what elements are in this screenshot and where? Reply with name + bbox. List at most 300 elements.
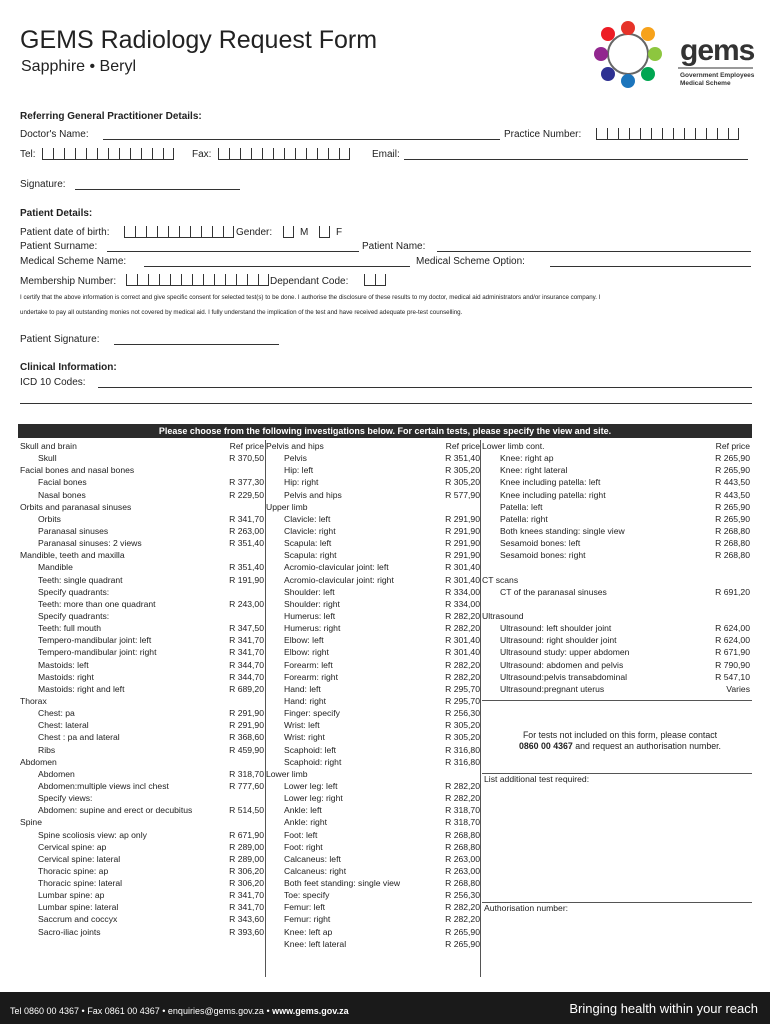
investigation-name: Pelvis	[284, 453, 307, 464]
investigation-price: R 291,90	[229, 720, 264, 731]
investigation-name: Pelvis and hips	[266, 441, 324, 451]
surname-label: Patient Surname:	[20, 241, 98, 252]
investigation-row[interactable]	[482, 586, 750, 598]
investigation-price: R 263,00	[445, 865, 480, 876]
investigation-name: Femur: left	[284, 902, 326, 913]
investigation-row[interactable]	[20, 744, 264, 756]
investigation-name: Saccrum and coccyx	[38, 914, 118, 925]
investigation-row[interactable]	[20, 525, 264, 537]
investigation-price: R 265,90	[715, 513, 750, 524]
investigation-name: Facial bones	[38, 477, 87, 488]
scheme-name-label: Medical Scheme Name:	[20, 256, 127, 267]
investigation-name: Abdomen: supine and erect or decubitus	[38, 805, 193, 816]
investigation-row[interactable]	[266, 525, 480, 537]
doctor-name-label: Doctor's Name:	[20, 129, 89, 140]
investigation-name: Paranasal sinuses: 2 views	[38, 538, 142, 549]
investigation-row[interactable]	[266, 537, 480, 549]
investigation-row[interactable]	[20, 646, 264, 658]
investigation-name: Tempero-mandibular joint: right	[38, 647, 157, 658]
investigation-name: Teeth: single quadrant	[38, 574, 123, 585]
tel-field[interactable]	[42, 148, 174, 160]
investigation-price: R 316,80	[445, 744, 480, 755]
investigation-price: R 282,20	[445, 610, 480, 621]
investigation-price: R 459,90	[229, 744, 264, 755]
investigation-name: Ankle: right	[284, 817, 327, 828]
investigation-row[interactable]	[20, 926, 264, 938]
investigation-price: R 306,20	[229, 865, 264, 876]
investigation-row[interactable]	[482, 598, 750, 610]
investigation-row[interactable]	[266, 683, 480, 695]
investigation-price: R 341,70	[229, 902, 264, 913]
investigation-name: Orbits	[38, 513, 61, 524]
dob-field[interactable]	[124, 226, 234, 238]
footer-website-link[interactable]: www.gems.gov.za	[272, 1006, 349, 1016]
investigation-row[interactable]	[20, 683, 264, 695]
investigation-row[interactable]	[20, 889, 264, 901]
dob-label: Patient date of birth:	[20, 227, 110, 238]
investigation-price: R 301,40	[445, 574, 480, 585]
investigation-price: R 291,90	[445, 525, 480, 536]
investigation-name: Acromio-clavicular joint: left	[284, 562, 389, 573]
investigation-name: Hand: left	[284, 683, 321, 694]
authorisation-label: Authorisation number:	[484, 903, 569, 913]
investigation-row[interactable]	[266, 816, 480, 828]
investigation-row[interactable]	[482, 634, 750, 646]
investigation-row[interactable]	[266, 926, 480, 938]
footer	[0, 992, 770, 1024]
gender-m-box[interactable]	[283, 226, 294, 238]
investigation-row[interactable]	[20, 561, 264, 573]
investigation-price: R 289,00	[229, 841, 264, 852]
investigation-row[interactable]	[266, 622, 480, 634]
investigation-price: R 341,70	[229, 890, 264, 901]
investigation-price: R 282,20	[445, 623, 480, 634]
investigation-row[interactable]	[266, 938, 480, 950]
investigation-name: Chest: lateral	[38, 720, 89, 731]
investigation-row[interactable]	[266, 731, 480, 743]
investigation-price: R 368,60	[229, 732, 264, 743]
icd-field-line-2[interactable]	[20, 403, 752, 404]
form-title: GEMS Radiology Request Form	[20, 26, 378, 54]
investigation-row[interactable]	[266, 865, 480, 877]
investigation-price: R 334,00	[445, 598, 480, 609]
investigation-name: Lumbar spine: ap	[38, 890, 105, 901]
investigation-name: Lower leg: left	[284, 780, 338, 791]
investigation-name: Chest: pa	[38, 708, 75, 719]
investigation-price: R 370,50	[229, 453, 264, 464]
scheme-option-label: Medical Scheme Option:	[416, 256, 525, 267]
investigation-name	[482, 598, 500, 610]
investigation-price: R 265,90	[715, 501, 750, 512]
investigation-row[interactable]	[20, 586, 264, 598]
investigation-row[interactable]	[266, 646, 480, 658]
investigation-row[interactable]	[20, 622, 264, 634]
investigation-name: Skull	[38, 453, 57, 464]
investigation-row[interactable]	[482, 549, 750, 561]
investigation-row[interactable]	[20, 913, 264, 925]
investigation-price: R 268,80	[445, 841, 480, 852]
investigation-price: R 624,00	[715, 635, 750, 646]
investigation-name: Cervical spine: ap	[38, 841, 107, 852]
investigation-row[interactable]	[20, 804, 264, 816]
investigation-name: Teeth: full mouth	[38, 623, 102, 634]
investigation-row[interactable]	[266, 671, 480, 683]
investigation-price: R 351,40	[445, 453, 480, 464]
investigation-name: Shoulder: left	[284, 586, 335, 597]
membership-field[interactable]	[126, 274, 269, 286]
investigation-name: Ribs	[38, 744, 56, 755]
investigation-row[interactable]	[482, 659, 750, 671]
investigation-price: R 265,90	[715, 465, 750, 476]
gender-f-label: F	[336, 227, 343, 238]
investigation-name: Knee: right ap	[500, 453, 554, 464]
investigation-price: R 443,50	[715, 477, 750, 488]
investigation-price: R 291,90	[445, 550, 480, 561]
scheme-name-field[interactable]	[144, 266, 410, 267]
investigation-price: R 318,70	[445, 817, 480, 828]
tel-label: Tel:	[20, 149, 36, 160]
investigations-banner: Please choose from the following investigations below. For certain tests, please specify the view and site.	[18, 424, 752, 438]
investigation-row[interactable]	[482, 683, 750, 695]
investigation-name: Ultrasound: abdomen and pelvis	[500, 659, 624, 670]
investigation-price: R 341,70	[229, 513, 264, 524]
investigation-row[interactable]	[266, 598, 480, 610]
investigation-name: Humerus: right	[284, 623, 341, 634]
investigation-price: R 301,40	[445, 562, 480, 573]
investigation-row[interactable]	[20, 768, 264, 780]
investigation-row[interactable]	[266, 549, 480, 561]
investigation-price: R 305,20	[445, 477, 480, 488]
investigation-row[interactable]	[266, 464, 480, 476]
investigation-price: R 282,20	[445, 659, 480, 670]
investigation-price: R 291,90	[229, 708, 264, 719]
investigation-price: R 295,70	[445, 683, 480, 694]
investigation-name: Hand: right	[284, 695, 327, 706]
investigation-row[interactable]	[20, 476, 264, 488]
investigation-name: Paranasal sinuses	[38, 525, 109, 536]
investigation-name: Patella: left	[500, 501, 543, 512]
dependant-label: Dependant Code:	[270, 276, 349, 287]
investigation-name: Scaphoid: left	[284, 744, 337, 755]
investigation-name: Abdomen:multiple views incl chest	[38, 780, 169, 791]
investigation-row[interactable]	[482, 561, 750, 573]
section-heading-row	[266, 501, 480, 513]
investigation-name: CT scans	[482, 574, 519, 585]
investigation-row[interactable]	[266, 829, 480, 841]
investigation-row[interactable]	[482, 671, 750, 683]
investigation-name: Thoracic spine: ap	[38, 865, 109, 876]
investigation-row[interactable]	[266, 841, 480, 853]
section-heading-row	[20, 695, 264, 707]
investigation-row[interactable]	[266, 853, 480, 865]
investigation-row[interactable]	[20, 707, 264, 719]
investigation-name: Lower limb	[266, 768, 308, 779]
investigation-name: Cervical spine: lateral	[38, 853, 121, 864]
logo-subtext: Government Employees Medical Scheme	[680, 72, 755, 87]
investigation-name: Facial bones and nasal bones	[20, 465, 135, 476]
investigation-row[interactable]	[20, 452, 264, 464]
gp-signature-label: Signature:	[20, 179, 66, 190]
investigation-price: R 790,90	[715, 659, 750, 670]
investigation-row[interactable]	[266, 610, 480, 622]
investigation-row[interactable]	[266, 792, 480, 804]
investigation-price: R 268,80	[445, 878, 480, 889]
investigation-name: Abdomen	[20, 756, 57, 767]
investigation-name: Lower limb cont.	[482, 441, 545, 451]
investigation-name: Shoulder: right	[284, 598, 340, 609]
investigation-price: R 282,20	[445, 902, 480, 913]
investigation-name: Sesamoid bones: right	[500, 550, 586, 561]
investigation-row[interactable]	[266, 695, 480, 707]
clinical-heading: Clinical Information:	[20, 362, 117, 373]
investigation-row[interactable]	[20, 829, 264, 841]
icd-field[interactable]	[98, 387, 752, 388]
investigation-row[interactable]	[20, 489, 264, 501]
investigation-name: Knee: left lateral	[284, 938, 347, 949]
investigation-name: Nasal bones	[38, 489, 86, 500]
investigation-name: Elbow: left	[284, 635, 324, 646]
investigation-price: R 263,00	[445, 853, 480, 864]
practice-number-field[interactable]	[596, 128, 739, 140]
investigation-price: R 306,20	[229, 878, 264, 889]
investigation-price: R 243,00	[229, 598, 264, 609]
investigation-row[interactable]	[20, 780, 264, 792]
investigation-price: R 671,90	[229, 829, 264, 840]
section-heading-row	[20, 756, 264, 768]
section-heading-row	[20, 440, 264, 452]
investigation-row[interactable]	[266, 780, 480, 792]
investigation-name	[482, 561, 500, 573]
investigation-name: Wrist: right	[284, 732, 325, 743]
contact-note: For tests not included on this form, please contact 0860 00 4367 and request an authorisation number.	[519, 730, 721, 751]
investigation-row[interactable]	[266, 476, 480, 488]
investigation-price: R 268,80	[715, 538, 750, 549]
investigation-price: R 268,80	[715, 525, 750, 536]
investigation-row[interactable]	[266, 804, 480, 816]
investigation-price: R 393,60	[229, 926, 264, 937]
dependant-field[interactable]	[364, 274, 386, 286]
investigation-price: R 229,50	[229, 489, 264, 500]
investigation-price: R 301,40	[445, 647, 480, 658]
investigation-name: Spine	[20, 817, 42, 828]
investigation-name: Forearm: right	[284, 671, 338, 682]
investigation-price: Ref price	[715, 441, 750, 451]
investigation-name: Abdomen	[38, 768, 75, 779]
investigation-price: R 334,00	[445, 586, 480, 597]
investigation-name: Knee: right lateral	[500, 465, 568, 476]
surname-field[interactable]	[107, 251, 359, 252]
investigation-name: Scaphoid: right	[284, 756, 342, 767]
investigation-name: Calcaneus: right	[284, 865, 347, 876]
doctor-name-field[interactable]	[103, 139, 500, 140]
investigation-price: R 305,20	[445, 465, 480, 476]
investigations-col-2	[266, 440, 480, 950]
investigation-row[interactable]	[266, 574, 480, 586]
investigation-price: R 341,70	[229, 647, 264, 658]
investigation-name: Knee including patella: right	[500, 489, 606, 500]
investigation-row[interactable]	[266, 634, 480, 646]
investigation-price: R 265,90	[445, 926, 480, 937]
investigation-row[interactable]	[482, 501, 750, 513]
investigation-row[interactable]	[20, 513, 264, 525]
investigation-name: Hip: right	[284, 477, 319, 488]
investigation-row[interactable]	[20, 853, 264, 865]
investigation-name: Ultrasound study: upper abdomen	[500, 647, 630, 658]
investigation-row[interactable]	[266, 513, 480, 525]
investigation-price: Varies	[726, 683, 750, 694]
investigation-row[interactable]	[482, 452, 750, 464]
investigation-name: Clavicle: right	[284, 525, 336, 536]
investigation-price: R 305,20	[445, 732, 480, 743]
investigation-name: Wrist: left	[284, 720, 320, 731]
investigation-row[interactable]	[266, 707, 480, 719]
investigation-row[interactable]	[20, 598, 264, 610]
practice-number-label: Practice Number:	[504, 129, 582, 140]
investigation-price: R 344,70	[229, 659, 264, 670]
patient-name-field[interactable]	[437, 251, 751, 252]
footer-contact: Tel 0860 00 4367 • Fax 0861 00 4367 • enquiries@gems.gov.za • www.gems.gov.za	[10, 1006, 349, 1016]
investigation-row[interactable]	[20, 792, 264, 804]
investigation-price: R 256,30	[445, 890, 480, 901]
investigation-price: R 268,80	[445, 829, 480, 840]
patient-name-label: Patient Name:	[362, 241, 426, 252]
scheme-option-field[interactable]	[550, 266, 751, 267]
investigation-price: R 191,90	[229, 574, 264, 585]
investigation-name: Scapula: left	[284, 538, 332, 549]
investigation-name: Ultrasound:pelvis transabdominal	[500, 671, 628, 682]
section-heading-row	[482, 610, 750, 622]
investigation-name: Tempero-mandibular joint: left	[38, 635, 152, 646]
investigation-row[interactable]	[266, 913, 480, 925]
investigation-name: Pelvis and hips	[284, 489, 342, 500]
investigation-row[interactable]	[20, 610, 264, 622]
investigation-row[interactable]	[266, 877, 480, 889]
investigation-price: R 377,30	[229, 477, 264, 488]
patient-heading: Patient Details:	[20, 208, 93, 219]
investigation-price: R 318,70	[445, 805, 480, 816]
investigation-price: R 344,70	[229, 671, 264, 682]
investigation-price: R 295,70	[445, 695, 480, 706]
investigation-price: R 291,90	[445, 513, 480, 524]
investigation-name: Mandible, teeth and maxilla	[20, 550, 125, 561]
investigation-row[interactable]	[20, 659, 264, 671]
investigation-price: R 282,20	[445, 780, 480, 791]
investigation-price: R 671,90	[715, 647, 750, 658]
investigation-name: Ultrasound: left shoulder joint	[500, 623, 612, 634]
investigation-row[interactable]	[20, 731, 264, 743]
fax-field[interactable]	[218, 148, 350, 160]
investigation-name: Clavicle: left	[284, 513, 331, 524]
investigation-row[interactable]	[266, 659, 480, 671]
membership-label: Membership Number:	[20, 276, 117, 287]
investigation-name: Ultrasound: right shoulder joint	[500, 635, 617, 646]
investigation-name: Elbow: right	[284, 647, 329, 658]
investigation-price: R 777,60	[229, 780, 264, 791]
logo-wordmark: gems	[680, 34, 755, 67]
investigation-row[interactable]	[266, 561, 480, 573]
investigation-row[interactable]	[482, 525, 750, 537]
investigation-name: Spine scoliosis view: ap only	[38, 829, 147, 840]
investigation-name: Scapula: right	[284, 550, 337, 561]
investigation-row[interactable]	[20, 877, 264, 889]
investigation-name: Teeth: more than one quadrant	[38, 598, 156, 609]
investigation-name: Upper limb	[266, 501, 308, 512]
investigation-name: Orbits and paranasal sinuses	[20, 501, 132, 512]
section-heading-row	[20, 464, 264, 476]
investigation-row[interactable]	[266, 489, 480, 501]
investigation-row[interactable]	[266, 756, 480, 768]
investigation-name: Both feet standing: single view	[284, 878, 401, 889]
investigation-row[interactable]	[482, 489, 750, 501]
gp-signature-field[interactable]	[75, 189, 240, 190]
consent-text-2: undertake to pay all outstanding monies not covered by medical aid. I fully understand the implication of the test and have received adequate pre-test counselling.	[20, 309, 463, 316]
fax-label: Fax:	[192, 149, 212, 160]
investigation-row[interactable]	[482, 622, 750, 634]
investigation-row[interactable]	[482, 646, 750, 658]
investigation-name: Acromio-clavicular joint: right	[284, 574, 394, 585]
investigation-row[interactable]	[482, 464, 750, 476]
investigation-row[interactable]	[266, 889, 480, 901]
investigation-row[interactable]	[20, 841, 264, 853]
investigations-col-3	[482, 440, 750, 695]
investigation-price: R 282,20	[445, 914, 480, 925]
investigation-price: R 443,50	[715, 489, 750, 500]
investigation-price: R 291,90	[445, 538, 480, 549]
investigation-row[interactable]	[482, 537, 750, 549]
investigation-price: R 351,40	[229, 562, 264, 573]
section-heading-row	[266, 768, 480, 780]
investigation-row[interactable]	[266, 452, 480, 464]
investigation-row[interactable]	[20, 901, 264, 913]
investigation-row[interactable]	[20, 634, 264, 646]
footer-tagline: Bringing health within your reach	[569, 1001, 758, 1016]
investigation-price: R 577,90	[445, 489, 480, 500]
investigation-row[interactable]	[482, 476, 750, 488]
gender-label: Gender:	[236, 227, 273, 238]
investigation-price: R 347,50	[229, 623, 264, 634]
investigation-name: Thorax	[20, 695, 47, 706]
investigation-row[interactable]	[20, 574, 264, 586]
investigation-name: Specify views:	[38, 793, 93, 804]
email-field[interactable]	[404, 159, 748, 160]
investigation-row[interactable]	[266, 744, 480, 756]
investigation-name: Knee including patella: left	[500, 477, 601, 488]
investigation-row[interactable]	[20, 719, 264, 731]
gender-f-box[interactable]	[319, 226, 330, 238]
investigation-row[interactable]	[20, 865, 264, 877]
investigation-row[interactable]	[266, 719, 480, 731]
investigation-name: Hip: left	[284, 465, 314, 476]
investigation-price: R 318,70	[229, 768, 264, 779]
email-label: Email:	[372, 149, 400, 160]
investigation-name: Sacro-iliac joints	[38, 926, 101, 937]
investigation-row[interactable]	[482, 513, 750, 525]
icd-label: ICD 10 Codes:	[20, 377, 86, 388]
investigation-row[interactable]	[266, 901, 480, 913]
section-heading-row	[20, 549, 264, 561]
gp-heading: Referring General Practitioner Details:	[20, 111, 202, 122]
investigation-name: Calcaneus: left	[284, 853, 341, 864]
investigation-row[interactable]	[20, 671, 264, 683]
gender-m-label: M	[300, 227, 309, 238]
investigation-name: Chest : pa and lateral	[38, 732, 120, 743]
investigation-row[interactable]	[266, 586, 480, 598]
section-heading-row	[20, 501, 264, 513]
patient-signature-field[interactable]	[114, 344, 279, 345]
investigation-name: Ultrasound:pregnant uterus	[500, 683, 605, 694]
investigation-row[interactable]	[20, 537, 264, 549]
contact-note-divider	[482, 700, 752, 701]
